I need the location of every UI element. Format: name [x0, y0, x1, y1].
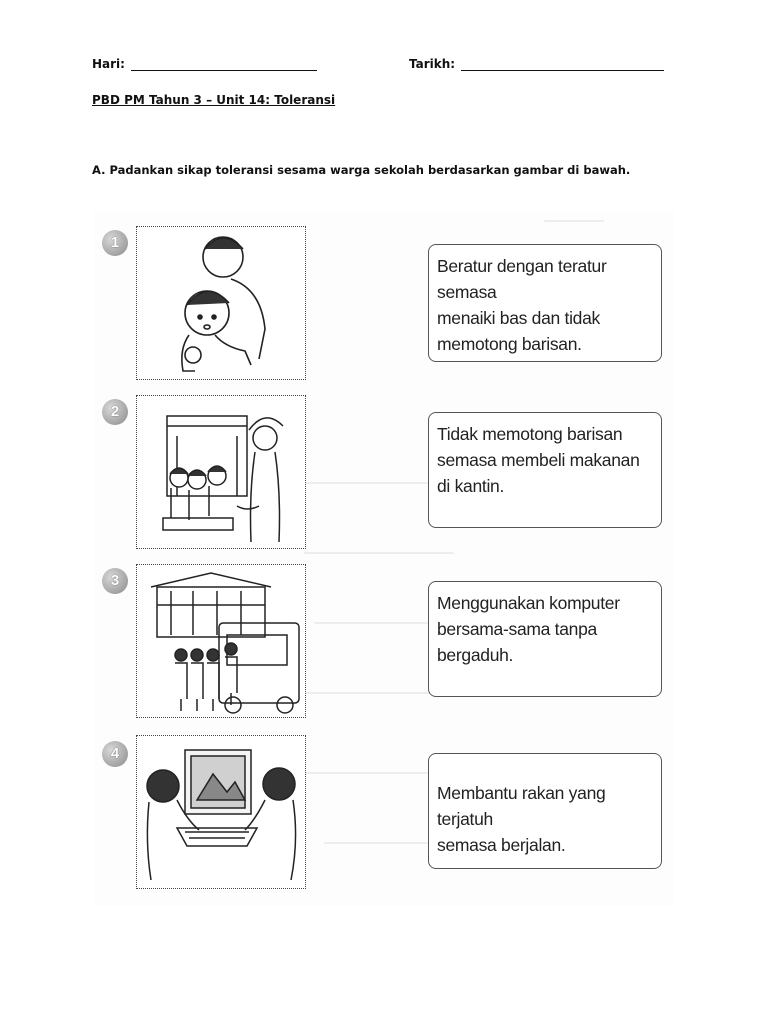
item-number-2: 2 [102, 399, 128, 425]
tarikh-label: Tarikh: [409, 57, 456, 71]
statement-line: Tidak memotong barisan [437, 424, 623, 444]
sharing-computer-illustration [137, 736, 305, 888]
statement-box-computer[interactable] [428, 581, 662, 697]
statement-line: Membantu rakan yang terjatuh [437, 783, 606, 829]
scanned-exercise [94, 212, 674, 906]
hari-field[interactable] [92, 57, 317, 71]
statement-line: di kantin. [437, 476, 505, 496]
picture-helping-friend[interactable] [136, 226, 306, 380]
picture-sharing-computer[interactable] [136, 735, 306, 889]
item-number-4: 4 [102, 741, 128, 767]
statement-line: bergaduh. [437, 645, 514, 665]
statement-line: menaiki bas dan tidak [437, 308, 600, 328]
statement-box-help-friend[interactable] [428, 753, 662, 869]
hari-label: Hari: [92, 57, 125, 71]
item-number-3: 3 [102, 568, 128, 594]
bus-queue-illustration [137, 565, 305, 717]
statement-line: Beratur dengan teratur semasa [437, 256, 607, 302]
statement-box-canteen[interactable] [428, 412, 662, 528]
tarikh-field[interactable] [409, 57, 664, 71]
statement-box-queue-bus[interactable] [428, 244, 662, 362]
picture-bus-queue[interactable] [136, 564, 306, 718]
hari-blank-line[interactable] [131, 57, 317, 71]
statement-line: semasa membeli makanan [437, 450, 640, 470]
helping-friend-illustration [137, 227, 305, 379]
instruction-text: A. Padankan sikap toleransi sesama warga sekolah berdasarkan gambar di bawah. [92, 163, 631, 177]
statement-line: memotong barisan. [437, 334, 582, 354]
canteen-illustration [137, 396, 305, 548]
picture-canteen[interactable] [136, 395, 306, 549]
tarikh-blank-line[interactable] [461, 57, 664, 71]
statement-line: Menggunakan komputer [437, 593, 620, 613]
unit-title: PBD PM Tahun 3 – Unit 14: Toleransi [92, 93, 336, 107]
statement-line: semasa berjalan. [437, 835, 566, 855]
item-number-1: 1 [102, 230, 128, 256]
statement-line: bersama-sama tanpa [437, 619, 597, 639]
